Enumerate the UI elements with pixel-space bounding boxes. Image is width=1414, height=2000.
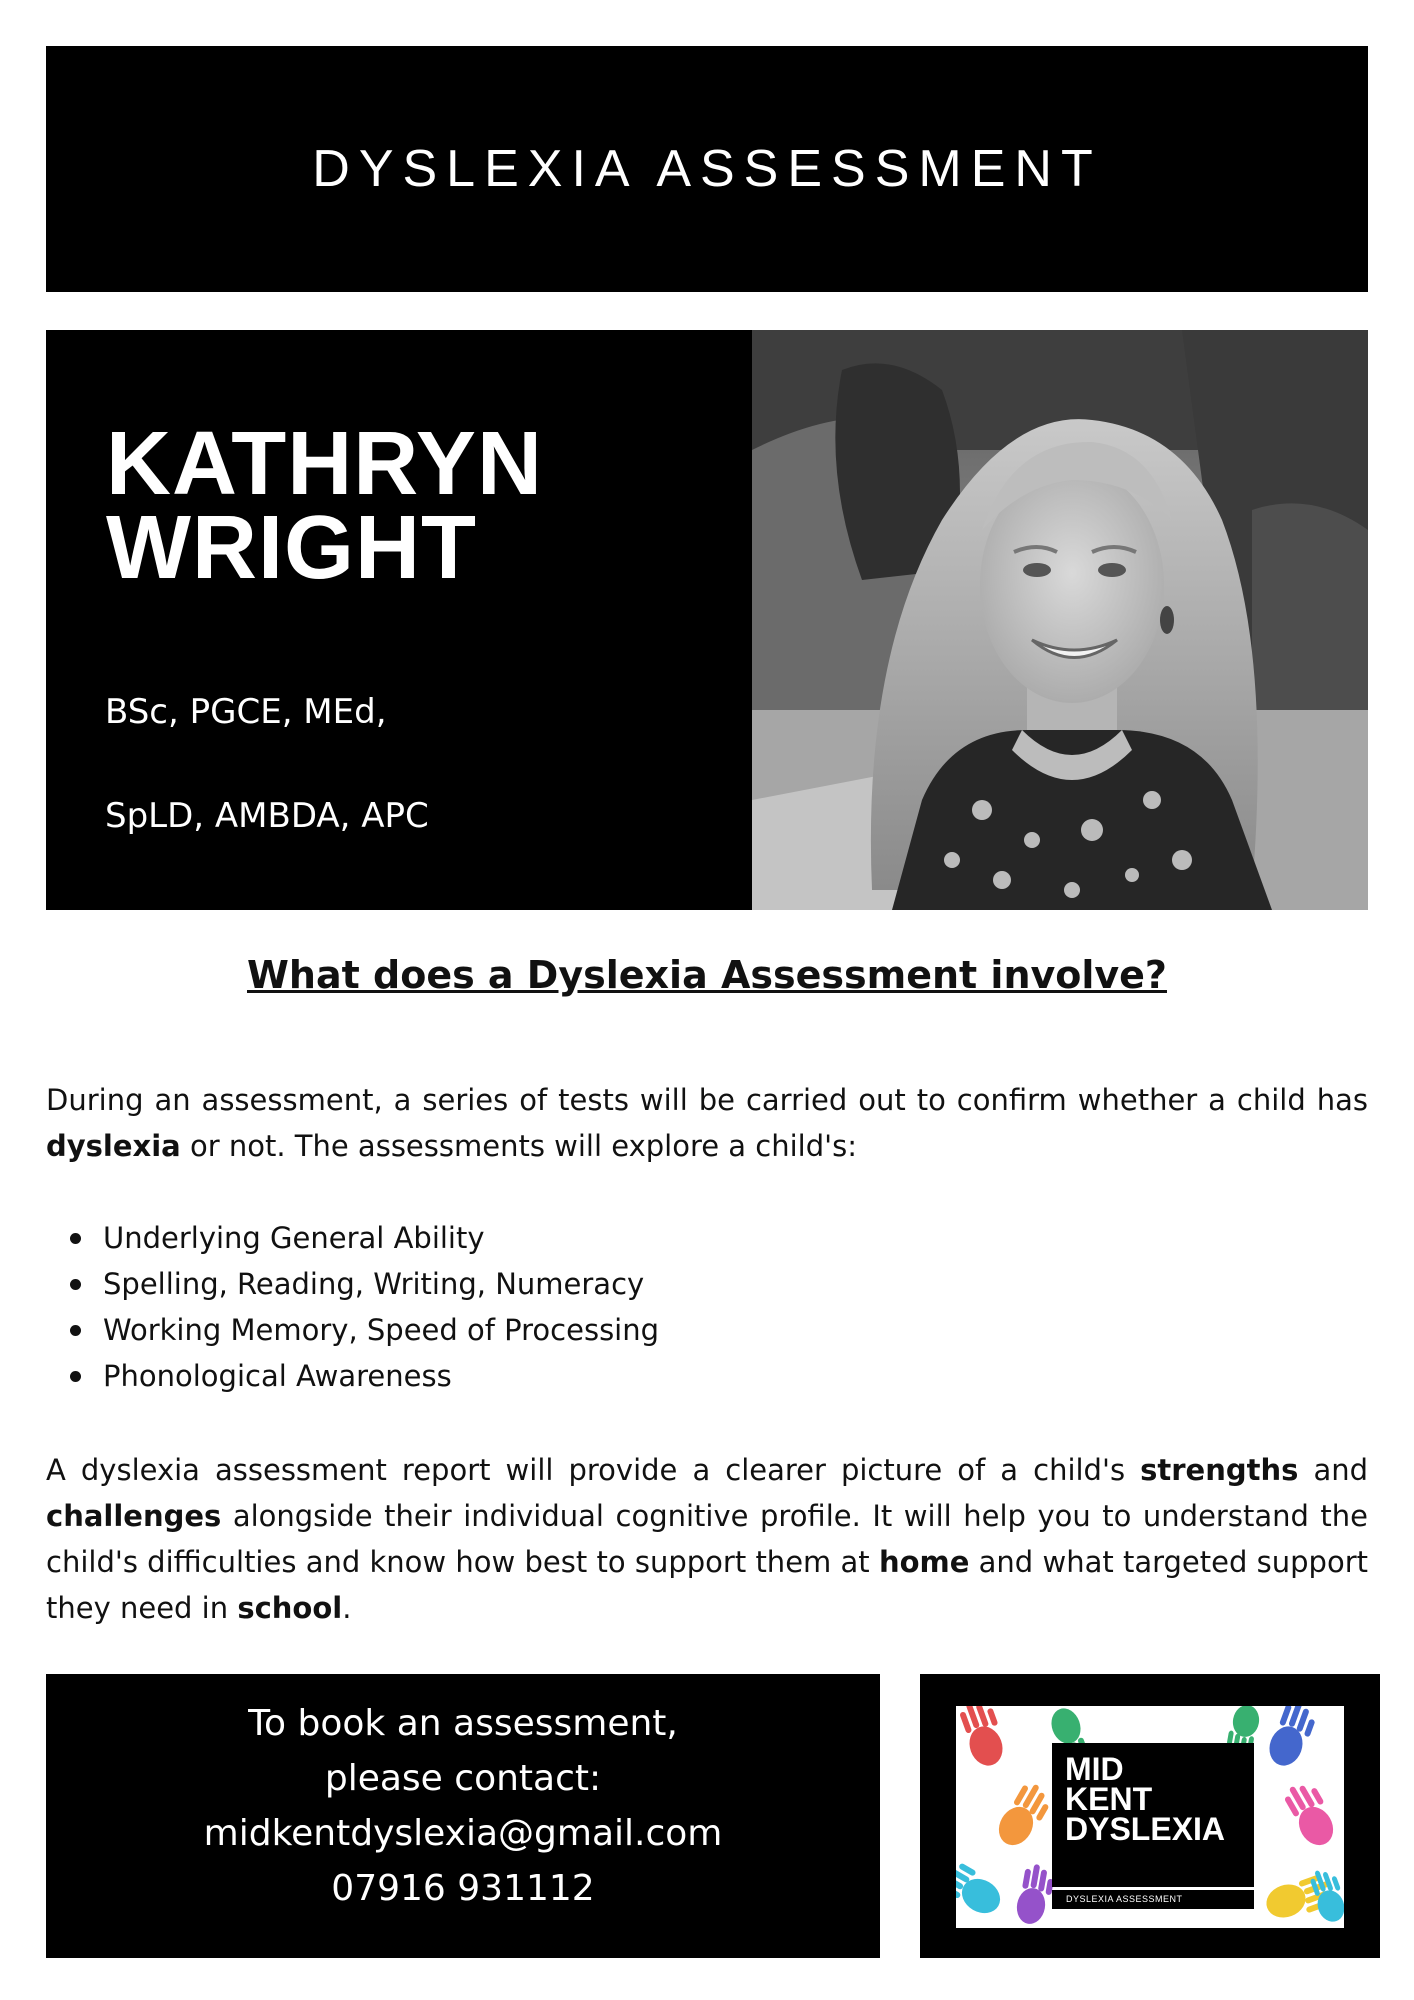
page-title: DYSLEXIA ASSESSMENT [312, 140, 1102, 198]
contact-email[interactable]: midkentdyslexia@gmail.com [203, 1813, 723, 1854]
logo-text-block [1052, 1743, 1254, 1887]
report-text-1: A dyslexia assessment report will provide a clearer picture of a child's [46, 1453, 1141, 1487]
intro-paragraph [46, 1077, 1368, 1169]
intro-text-2: or not. The assessments will explore a child's: [180, 1129, 857, 1163]
report-text-4: and what targeted support they need in [46, 1545, 1368, 1625]
profile-name [106, 414, 543, 598]
credentials-line-2: SpLD, AMBDA, APC [105, 796, 429, 836]
profile-first-name: KATHRYN [106, 414, 543, 514]
report-text-5: . [342, 1591, 352, 1625]
list-item: Spelling, Reading, Writing, Numeracy [46, 1261, 659, 1307]
list-item: Phonological Awareness [46, 1353, 659, 1399]
logo-line-2: KENT [1065, 1781, 1153, 1817]
header-band [46, 46, 1368, 292]
profile-panel [46, 330, 752, 910]
logo-wordmark [1065, 1751, 1226, 1847]
logo-tagline: DYSLEXIA ASSESSMENT [1052, 1890, 1254, 1909]
profile-last-name: WRIGHT [106, 498, 477, 598]
report-text-3: alongside their individual cognitive profile. It will help you to understand the child's difficulties and know how best to support them at [46, 1499, 1368, 1579]
credentials-line-1: BSc, PGCE, MEd, [105, 692, 387, 732]
contact-box [46, 1674, 880, 1958]
mid-kent-dyslexia-logo [956, 1706, 1344, 1928]
intro-text-1: During an assessment, a series of tests will be carried out to confirm whether a child has [46, 1083, 1368, 1117]
list-item: Working Memory, Speed of Processing [46, 1307, 659, 1353]
logo-line-1: MID [1065, 1751, 1124, 1787]
logo-line-3: DYSLEXIA [1065, 1811, 1226, 1847]
assessment-areas-list [46, 1215, 659, 1399]
contact-line-1: To book an assessment, [248, 1703, 678, 1744]
profile-photo [752, 330, 1368, 910]
report-paragraph [46, 1447, 1368, 1631]
report-bold-challenges: challenges [46, 1499, 222, 1533]
logo-panel [920, 1674, 1380, 1958]
intro-bold-dyslexia: dyslexia [46, 1129, 181, 1163]
report-text-2: and [1298, 1453, 1368, 1487]
report-bold-home: home [878, 1545, 970, 1579]
list-item: Underlying General Ability [46, 1215, 659, 1261]
contact-line-2: please contact: [324, 1758, 602, 1799]
report-bold-strengths: strengths [1140, 1453, 1299, 1487]
section-heading: What does a Dyslexia Assessment involve? [247, 953, 1167, 997]
report-bold-school: school [237, 1591, 343, 1625]
contact-phone[interactable]: 07916 931112 [331, 1868, 595, 1909]
